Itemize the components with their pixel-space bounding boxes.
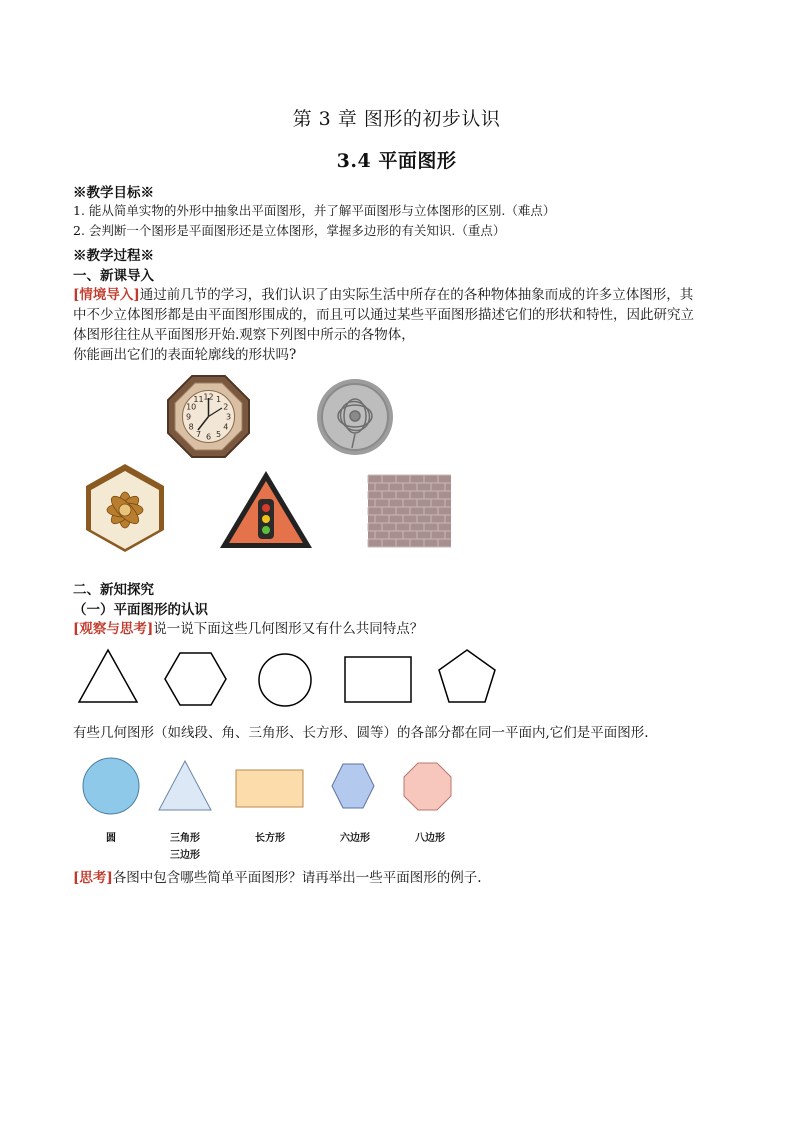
intro-line-4: 你能画出它们的表面轮廓线的形状吗? — [73, 347, 297, 363]
intro-line-1: 通过前几节的学习，我们认识了由实际生活中所存在的各种物体抽象而成的许多立体图形，其 — [139, 287, 694, 303]
objects-figure — [0, 368, 793, 553]
colored-hexagon — [332, 764, 374, 808]
label-rectangle: 长方形 — [255, 833, 285, 844]
intro-tag: [情境导入] — [73, 287, 140, 303]
label-octagon: 八边形 — [415, 833, 445, 844]
colored-shapes-figure — [0, 755, 793, 817]
clock-number: 1 — [215, 395, 222, 405]
clock-number: 4 — [223, 422, 229, 432]
colored-octagon — [404, 763, 451, 810]
observe-line — [73, 619, 423, 639]
colored-circle — [83, 758, 139, 814]
think-tag: [思考] — [73, 870, 113, 886]
outline-rectangle — [345, 657, 411, 702]
clock-icon — [168, 376, 249, 457]
outline-triangle — [79, 650, 137, 702]
intro-line-3: 体图形往往从平面图形开始.观察下列图中所示的各物体， — [73, 327, 415, 343]
part1-heading: 一、新课导入 — [73, 268, 154, 284]
clock-number: 3 — [225, 412, 232, 422]
label-triangle: 三角形 — [170, 833, 200, 844]
colored-rectangle — [236, 770, 303, 807]
outline-pentagon — [439, 650, 495, 702]
observe-tag: [观察与思考] — [73, 621, 154, 637]
goal-item-2: 2. 会判断一个图形是平面图形还是立体图形，掌握多边形的有关知识.（重点） — [73, 223, 506, 238]
clock-number: 7 — [195, 429, 202, 439]
clock-number: 9 — [185, 412, 192, 422]
traffic-sign-icon — [220, 471, 312, 548]
sub1-heading: （一）平面图形的认识 — [73, 602, 208, 618]
process-heading: ※教学过程※ — [73, 248, 154, 264]
intro-line-2: 中不少立体图形都是由平面图形围成的，而且可以通过某些平面图形描述它们的形状和特性，因此研究立 — [73, 307, 694, 323]
chapter-title: 第 3 章 图形的初步认识 — [292, 108, 501, 130]
clock-number: 11 — [193, 395, 204, 405]
section-title: 3.4 平面图形 — [336, 150, 457, 172]
clock-number: 12 — [203, 392, 214, 402]
intro-paragraph — [73, 285, 694, 365]
clock-number: 10 — [186, 402, 197, 412]
label-triangle-alt: 三边形 — [170, 850, 200, 861]
label-circle: 圆 — [106, 833, 116, 844]
goals-heading: ※教学目标※ — [73, 185, 154, 201]
think-line — [73, 868, 482, 888]
clock-number: 5 — [215, 429, 222, 439]
clock-number: 8 — [188, 422, 194, 432]
observe-text: 说一说下面这些几何图形又有什么共同特点？ — [153, 621, 424, 637]
hexagon-ornament-icon — [86, 464, 164, 552]
part2-heading: 二、新知探究 — [73, 582, 154, 598]
goal-item-1: 1. 能从简单实物的外形中抽象出平面图形，并了解平面图形与立体图形的区别.（难点） — [73, 203, 556, 218]
think-text: 各图中包含哪些简单平面图形？请再举出一些平面图形的例子. — [112, 870, 482, 886]
clock-number: 2 — [223, 402, 229, 412]
label-hexagon: 六边形 — [340, 833, 370, 844]
colored-triangle — [159, 761, 211, 810]
outline-circle — [259, 654, 311, 706]
outline-hexagon — [165, 653, 226, 705]
plane-figure-statement: 有些几何图形（如线段、角、三角形、长方形、圆等）的各部分都在同一平面内,它们是平面图形. — [73, 725, 649, 741]
brick-wall-icon — [368, 475, 451, 547]
outline-shapes-figure — [0, 645, 793, 715]
clock-number: 6 — [205, 432, 212, 442]
coin-icon — [317, 379, 393, 455]
